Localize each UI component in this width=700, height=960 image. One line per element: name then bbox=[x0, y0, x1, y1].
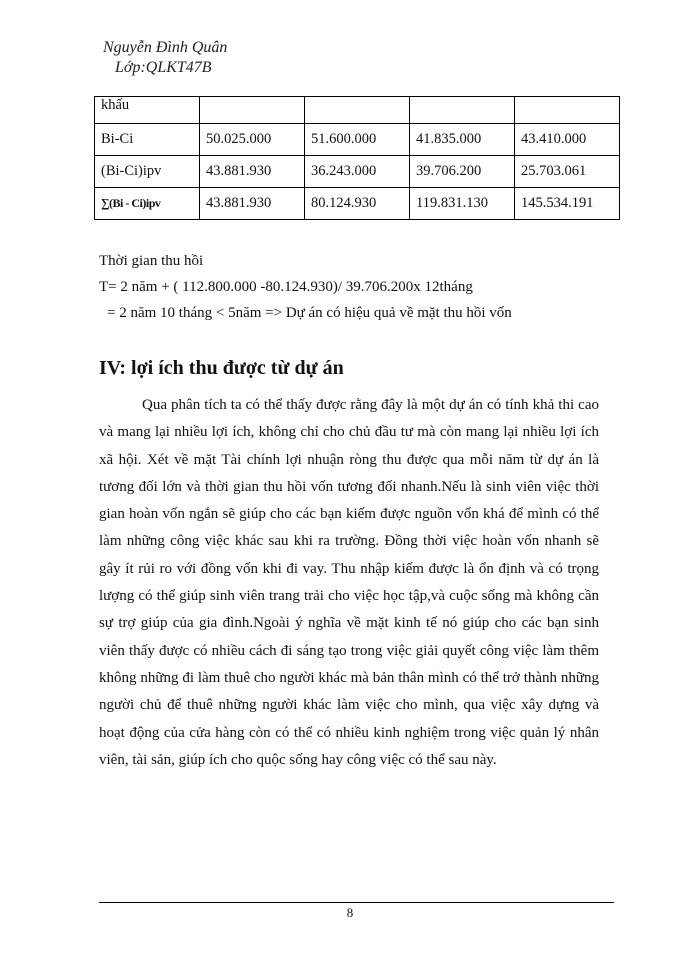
table-cell: 36.243.000 bbox=[305, 156, 410, 188]
table-cell: ∑(Bi - Ci)ipv bbox=[95, 188, 200, 220]
table-cell: 145.534.191 bbox=[515, 188, 620, 220]
table-cell: Bi-Ci bbox=[95, 124, 200, 156]
author-name: Nguyễn Đình Quân bbox=[103, 39, 228, 56]
table-row bbox=[95, 156, 620, 188]
calc-result: = 2 năm 10 tháng < 5năm => Dự án có hiệu quả về mặt thu hồi vốn bbox=[107, 305, 512, 321]
table-cell: 119.831.130 bbox=[410, 188, 515, 220]
table-cell: 43.881.930 bbox=[200, 156, 305, 188]
table-cell bbox=[410, 97, 515, 124]
class-label: Lớp:QLKT47B bbox=[115, 59, 212, 76]
table-row bbox=[95, 124, 620, 156]
page-header bbox=[103, 38, 227, 78]
table-cell: 39.706.200 bbox=[410, 156, 515, 188]
table-cell bbox=[200, 97, 305, 124]
table-row bbox=[95, 97, 620, 124]
section-heading: IV: lợi ích thu được từ dự án bbox=[99, 357, 344, 379]
table-row bbox=[95, 188, 620, 220]
payback-calculation bbox=[99, 248, 512, 326]
table-cell: khấu bbox=[95, 97, 200, 124]
table-cell: 80.124.930 bbox=[305, 188, 410, 220]
cashflow-table bbox=[94, 96, 620, 220]
footer-divider bbox=[99, 902, 614, 903]
table-cell: 41.835.000 bbox=[410, 124, 515, 156]
calc-title: Thời gian thu hồi bbox=[99, 253, 204, 269]
body-paragraph: Qua phân tích ta có thể thấy được rằng đây là một dự án có tính khả thi cao và mang lại nhiều lợi ích, không chỉ cho chủ đầu tư mà còn mang lại nhiều lợi ích xã hội. Xét về mặt Tài chính lợi nhuận ròng thu được qua mỗi năm từ dự án là tương đối lớn và thời gian thu hồi vốn tương đối nhanh.Nếu là sinh viên việc thời gian hoàn vốn ngắn sẽ giúp cho các bạn kiếm được nguồn vốn khá để mình có thể làm những công việc khác sau khi ra trường. Đồng thời việc hoàn vốn nhanh sẽ gây ít rủi ro với đồng vốn khi đi vay. Thu nhập kiếm được là ổn định và có trọng lượng có thể giúp sinh viên trang trải cho việc học tập,và cuộc sống mà không cần sự trợ giúp của gia đình.Ngoài ý nghĩa về mặt kinh tế nó giúp cho các bạn sinh viên thấy được có nhiều cách đi sáng tạo trong việc giải quyết công việc làm thêm không những đi làm thuê cho người khác mà bản thân mình có thể trở thành những người chủ để thuê những người khác làm việc cho mình, qua việc xây dựng và hoạt động của cửa hàng còn có thể có nhiều kinh nghiệm trong việc quản lý nhân viên, tài sản, giúp ích cho quộc sống hay công việc có thể sau này. bbox=[99, 397, 599, 768]
calc-formula: T= 2 năm + ( 112.800.000 -80.124.930)/ 39.706.200x 12tháng bbox=[99, 279, 473, 295]
page-number: 8 bbox=[346, 905, 354, 920]
table-cell: 43.410.000 bbox=[515, 124, 620, 156]
table-cell: 25.703.061 bbox=[515, 156, 620, 188]
table-cell: (Bi-Ci)ipv bbox=[95, 156, 200, 188]
table-cell bbox=[305, 97, 410, 124]
table-cell: 43.881.930 bbox=[200, 188, 305, 220]
table-cell bbox=[515, 97, 620, 124]
table-cell: 50.025.000 bbox=[200, 124, 305, 156]
table-cell: 51.600.000 bbox=[305, 124, 410, 156]
